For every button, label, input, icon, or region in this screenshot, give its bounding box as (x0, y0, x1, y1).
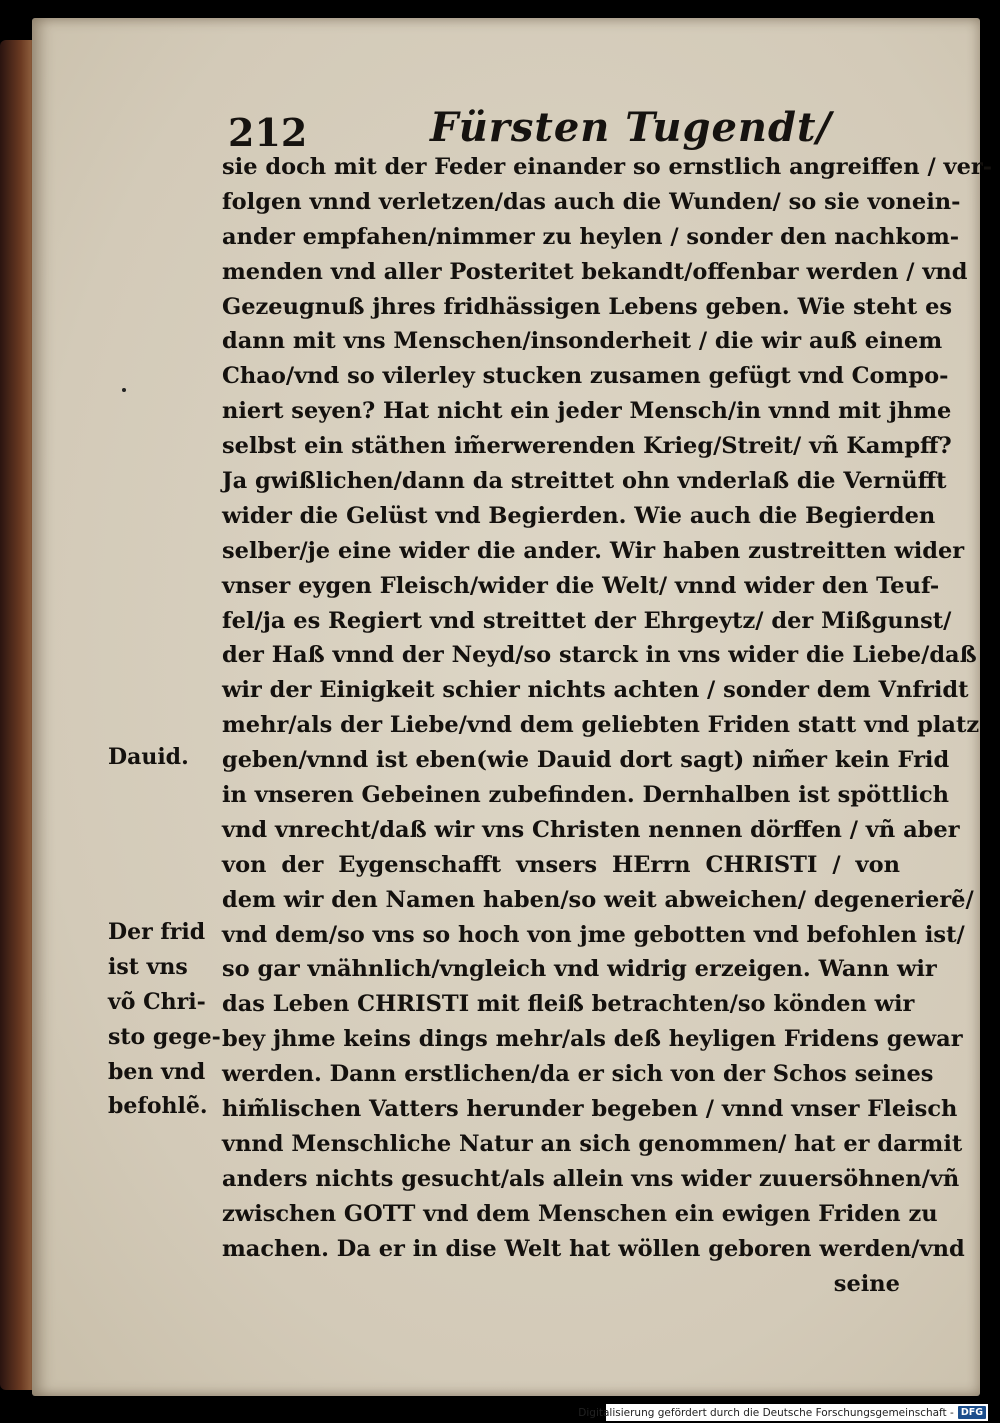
body-text (222, 150, 993, 1301)
margin-note-line: ist vns (108, 953, 188, 980)
text-line: von der Eygenschafft vnsers HErrn CHRISTI / von (222, 851, 900, 878)
text-line: menden vnd aller Posteritet bekandt/offenbar werden / vnd (222, 258, 968, 285)
margin-note-dauid (108, 740, 189, 775)
margin-note-line: võ Chri- (108, 988, 206, 1015)
text-line: werden. Dann erstlichen/da er sich von der Schos seines (222, 1061, 934, 1088)
text-line: machen. Da er in dise Welt hat wöllen geboren werden/vnd (222, 1235, 965, 1262)
text-line: fel/ja es Regiert vnd streittet der Ehrgeytz/ der Mißgunst/ (222, 607, 952, 634)
ink-mark (122, 388, 126, 392)
text-line: mehr/als der Liebe/vnd dem geliebten Friden statt vnd platz (222, 712, 980, 739)
digitization-footer (578, 1404, 988, 1421)
margin-note-line: Dauid. (108, 744, 189, 770)
footer-text: Digitalisierung gefördert durch die Deutsche Forschungsgemeinschaft - (578, 1406, 954, 1419)
text-line: wider die Gelüst vnd Begierden. Wie auch die Begierden (222, 502, 936, 529)
text-line: vnser eygen Fleisch/wider die Welt/ vnnd wider den Teuf- (222, 572, 940, 599)
catchword: seine (833, 1270, 900, 1297)
text-line: dann mit vns Menschen/insonderheit / die wir auß einem (222, 328, 943, 355)
text-line: so gar vnähnlich/vngleich vnd widrig erzeigen. Wann wir (222, 956, 937, 983)
text-line: selber/je eine wider die ander. Wir haben zustreitten wider (222, 537, 965, 564)
text-line: geben/vnnd ist eben(wie Dauid dort sagt) nim̃er kein Frid (222, 747, 950, 774)
text-line: Ja gwißlichen/dann da streittet ohn vnderlaß die Vernüfft (222, 468, 947, 495)
text-line: dem wir den Namen haben/so weit abweichen/ degenerierẽ/ (222, 886, 974, 913)
text-line: vnd vnrecht/daß wir vns Christen nennen dörffen / vñ aber (222, 816, 960, 843)
margin-note-line: ben vnd (108, 1058, 206, 1085)
running-head: Fürsten Tugendt/ (430, 104, 833, 151)
margin-note-line: Der frid (108, 919, 206, 945)
text-line: folgen vnnd verletzen/das auch die Wunden/ so sie vonein- (222, 188, 961, 215)
text-line: wir der Einigkeit schier nichts achten / sonder dem Vnfridt (222, 677, 969, 704)
margin-note-line: befohlẽ. (108, 1093, 208, 1120)
text-line: anders nichts gesucht/als allein vns wider zuuersöhnen/vñ (222, 1165, 960, 1192)
text-line: him̃lischen Vatters herunder begeben / vnnd vnser Fleisch (222, 1096, 958, 1123)
text-line: niert seyen? Hat nicht ein jeder Mensch/in vnnd mit jhme (222, 398, 952, 425)
text-line: der Haß vnnd der Neyd/so starck in vns wider die Liebe/daß (222, 642, 977, 669)
dfg-logo: DFG (958, 1406, 986, 1419)
text-line: vnd dem/so vns so hoch von jme gebotten vnd befohlen ist/ (222, 921, 965, 948)
margin-note-line: sto gege- (108, 1023, 221, 1050)
margin-note-frid (108, 915, 221, 1124)
text-line: zwischen GOTT vnd dem Menschen ein ewigen Friden zu (222, 1200, 938, 1227)
text-line: in vnseren Gebeinen zubefinden. Dernhalben ist spöttlich (222, 782, 950, 809)
text-line: bey jhme keins dings mehr/als deß heyligen Fridens gewar (222, 1026, 963, 1053)
text-line: selbst ein stäthen im̃erwerenden Krieg/Streit/ vñ Kampff? (222, 433, 952, 460)
text-line: Chao/vnd so vilerley stucken zusamen gefügt vnd Compo- (222, 363, 949, 390)
text-line: ander empfahen/nimmer zu heylen / sonder den nachkom- (222, 223, 960, 250)
text-line: sie doch mit der Feder einander so ernstlich angreiffen / ver- (222, 154, 993, 180)
text-line: vnnd Menschliche Natur an sich genommen/ hat er darmit (222, 1130, 963, 1157)
page-number: 212 (228, 110, 308, 155)
text-line: das Leben CHRISTI mit fleiß betrachten/so könden wir (222, 991, 915, 1018)
text-line: Gezeugnuß jhres fridhässigen Lebens geben. Wie steht es (222, 293, 953, 320)
